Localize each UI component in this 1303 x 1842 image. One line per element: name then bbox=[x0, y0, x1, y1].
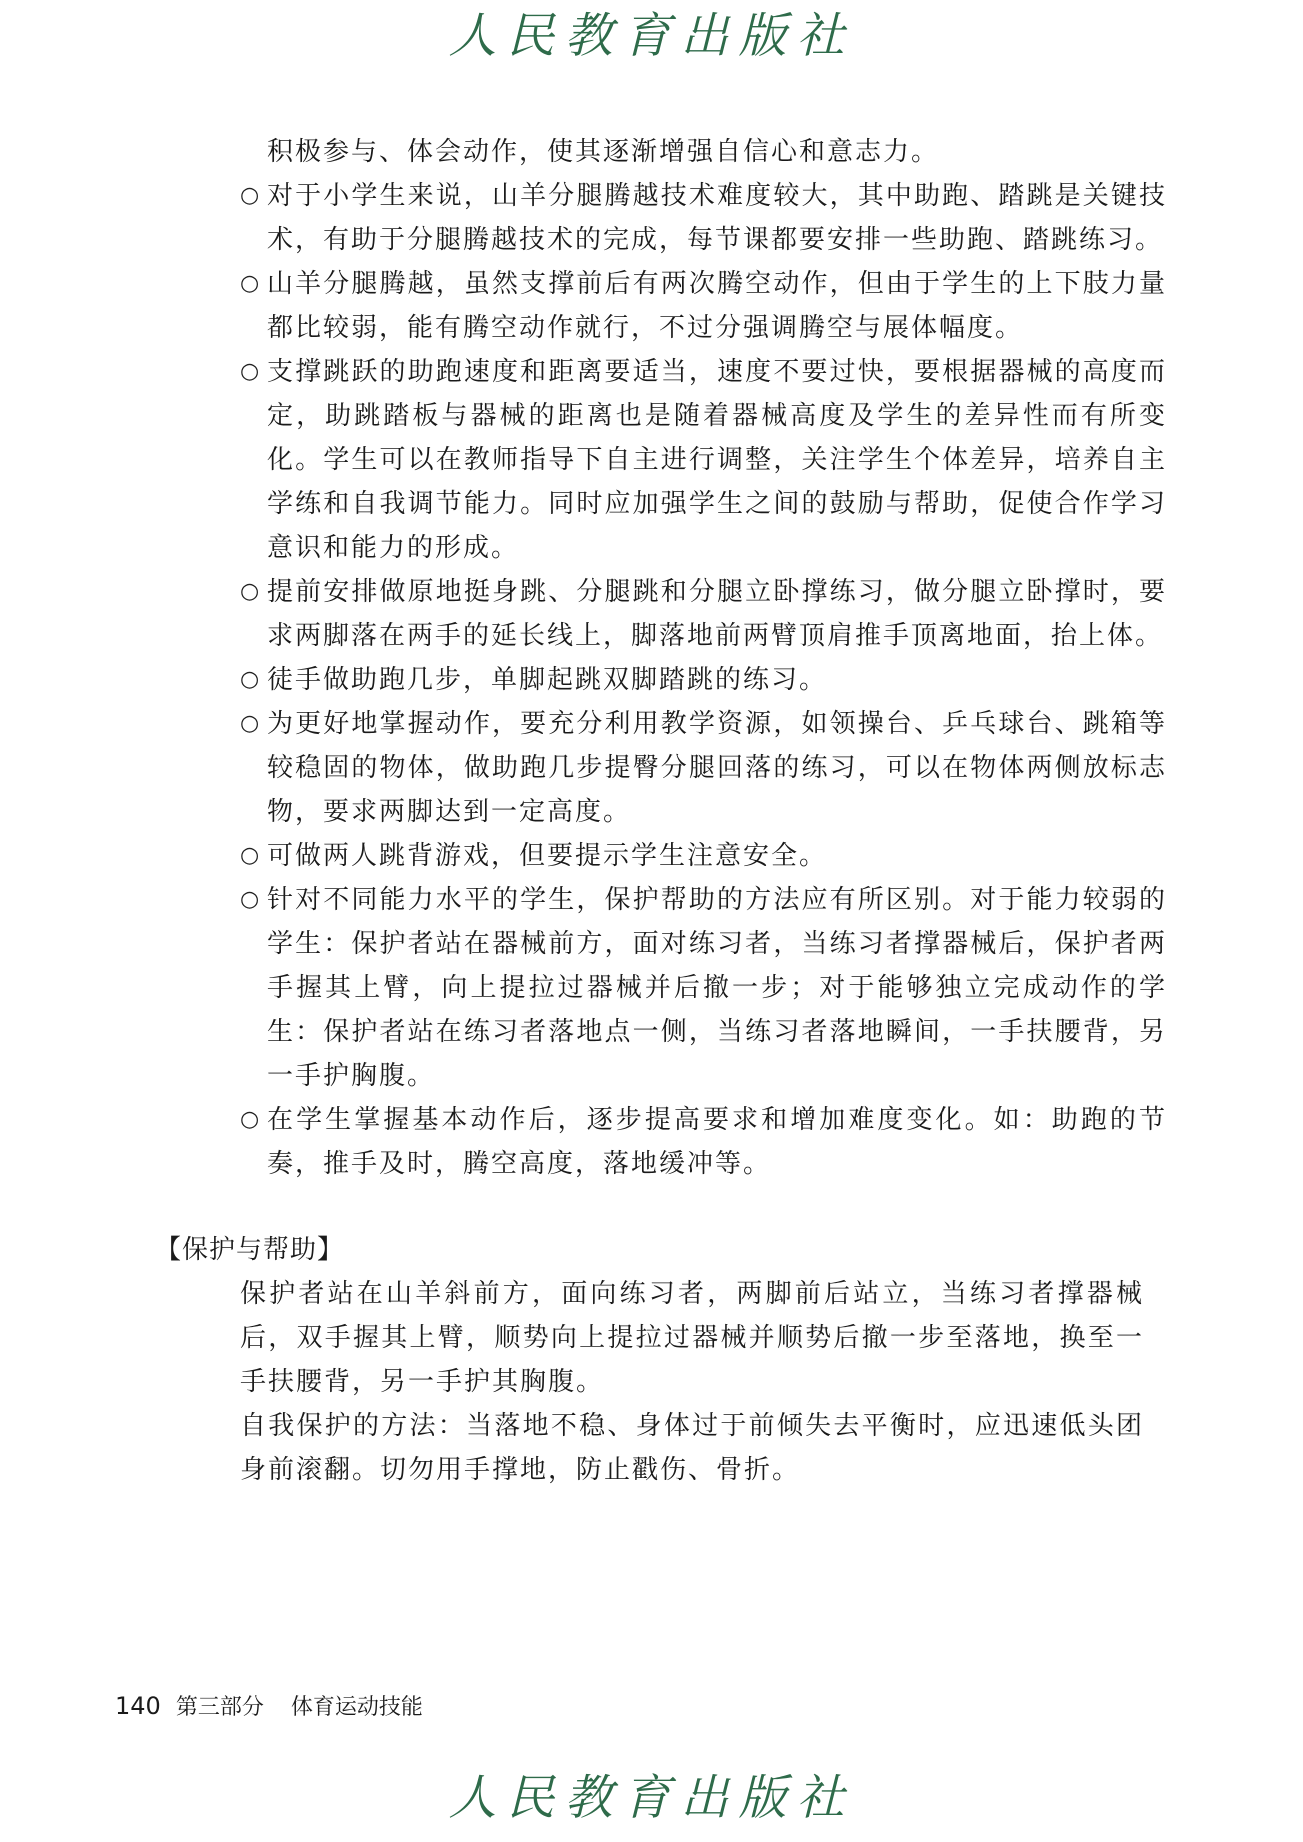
continuation-text: 积极参与、体会动作，使其逐渐增强自信心和意志力。 bbox=[267, 137, 940, 167]
bullet-item bbox=[240, 658, 1167, 702]
page-footer bbox=[115, 1690, 423, 1721]
circle-bullet-icon: ○ bbox=[240, 843, 262, 868]
page-number: 140 bbox=[115, 1692, 161, 1720]
bullet-item bbox=[240, 878, 1167, 1098]
bullet-item bbox=[240, 570, 1167, 658]
publisher-logo-bottom: 人民教育出版社 bbox=[448, 1770, 855, 1826]
bullet-item bbox=[240, 350, 1167, 570]
circle-bullet-icon: ○ bbox=[240, 359, 262, 384]
section-paragraph: 保护者站在山羊斜前方，面向练习者，两脚前后站立，当练习者撑器械后，双手握其上臂，顺势向上提拉过器械并顺势后撤一步至落地，换至一手扶腰背，另一手护其胸腹。 bbox=[240, 1279, 1144, 1397]
circle-bullet-icon: ○ bbox=[240, 271, 262, 296]
circle-bullet-icon: ○ bbox=[240, 887, 262, 912]
bullet-text: 徒手做助跑几步，单脚起跳双脚踏跳的练习。 bbox=[267, 665, 828, 695]
section-heading: 【保护与帮助】 bbox=[155, 1235, 345, 1265]
bullet-item bbox=[240, 1098, 1167, 1186]
bullet-item bbox=[240, 262, 1167, 350]
section-spacer bbox=[0, 1186, 1303, 1228]
circle-bullet-icon: ○ bbox=[240, 667, 262, 692]
bullet-text: 提前安排做原地挺身跳、分腿跳和分腿立卧撑练习，做分腿立卧撑时，要求两脚落在两手的延长线上，脚落地前两臂顶肩推手顶离地面，抬上体。 bbox=[267, 577, 1167, 651]
circle-bullet-icon: ○ bbox=[240, 579, 262, 604]
bullet-item bbox=[240, 174, 1167, 262]
bullet-text: 针对不同能力水平的学生，保护帮助的方法应有所区别。对于能力较弱的学生：保护者站在器械前方，面对练习者，当练习者撑器械后，保护者两手握其上臂，向上提拉过器械并后撤一步；对于能够独立完成动作的学生：保护者站在练习者落地点一侧，当练习者落地瞬间，一手扶腰背，另一手护胸腹。 bbox=[267, 885, 1167, 1091]
circle-bullet-icon: ○ bbox=[240, 1107, 262, 1132]
section-paragraph: 自我保护的方法：当落地不稳、身体过于前倾失去平衡时，应迅速低头团身前滚翻。切勿用手撑地，防止戳伤、骨折。 bbox=[240, 1411, 1144, 1485]
bullet-text: 在学生掌握基本动作后，逐步提高要求和增加难度变化。如：助跑的节奏，推手及时，腾空高度，落地缓冲等。 bbox=[267, 1105, 1167, 1179]
bullet-item bbox=[240, 834, 1167, 878]
page-content bbox=[0, 130, 1303, 1492]
circle-bullet-icon: ○ bbox=[240, 711, 262, 736]
footer-part: 第三部分 bbox=[175, 1695, 264, 1720]
bullet-text: 山羊分腿腾越，虽然支撑前后有两次腾空动作，但由于学生的上下肢力量都比较弱，能有腾空动作就行，不过分强调腾空与展体幅度。 bbox=[267, 269, 1167, 343]
bullet-item bbox=[240, 702, 1167, 834]
bullet-text: 为更好地掌握动作，要充分利用教学资源，如领操台、乒乓球台、跳箱等较稳固的物体，做助跑几步提臀分腿回落的练习，可以在物体两侧放标志物，要求两脚达到一定高度。 bbox=[267, 709, 1167, 827]
circle-bullet-icon: ○ bbox=[240, 183, 262, 208]
bullet-text: 支撑跳跃的助跑速度和距离要适当，速度不要过快，要根据器械的高度而定，助跳踏板与器械的距离也是随着器械高度及学生的差异性而有所变化。学生可以在教师指导下自主进行调整，关注学生个体差异，培养自主学练和自我调节能力。同时应加强学生之间的鼓励与帮助，促使合作学习意识和能力的形成。 bbox=[267, 357, 1167, 563]
bullet-text: 可做两人跳背游戏，但要提示学生注意安全。 bbox=[267, 841, 828, 871]
bullet-text: 对于小学生来说，山羊分腿腾越技术难度较大，其中助跑、踏跳是关键技术，有助于分腿腾越技术的完成，每节课都要安排一些助跑、踏跳练习。 bbox=[267, 181, 1167, 255]
publisher-logo-top: 人民教育出版社 bbox=[448, 8, 855, 64]
footer-chapter: 体育运动技能 bbox=[290, 1695, 423, 1720]
